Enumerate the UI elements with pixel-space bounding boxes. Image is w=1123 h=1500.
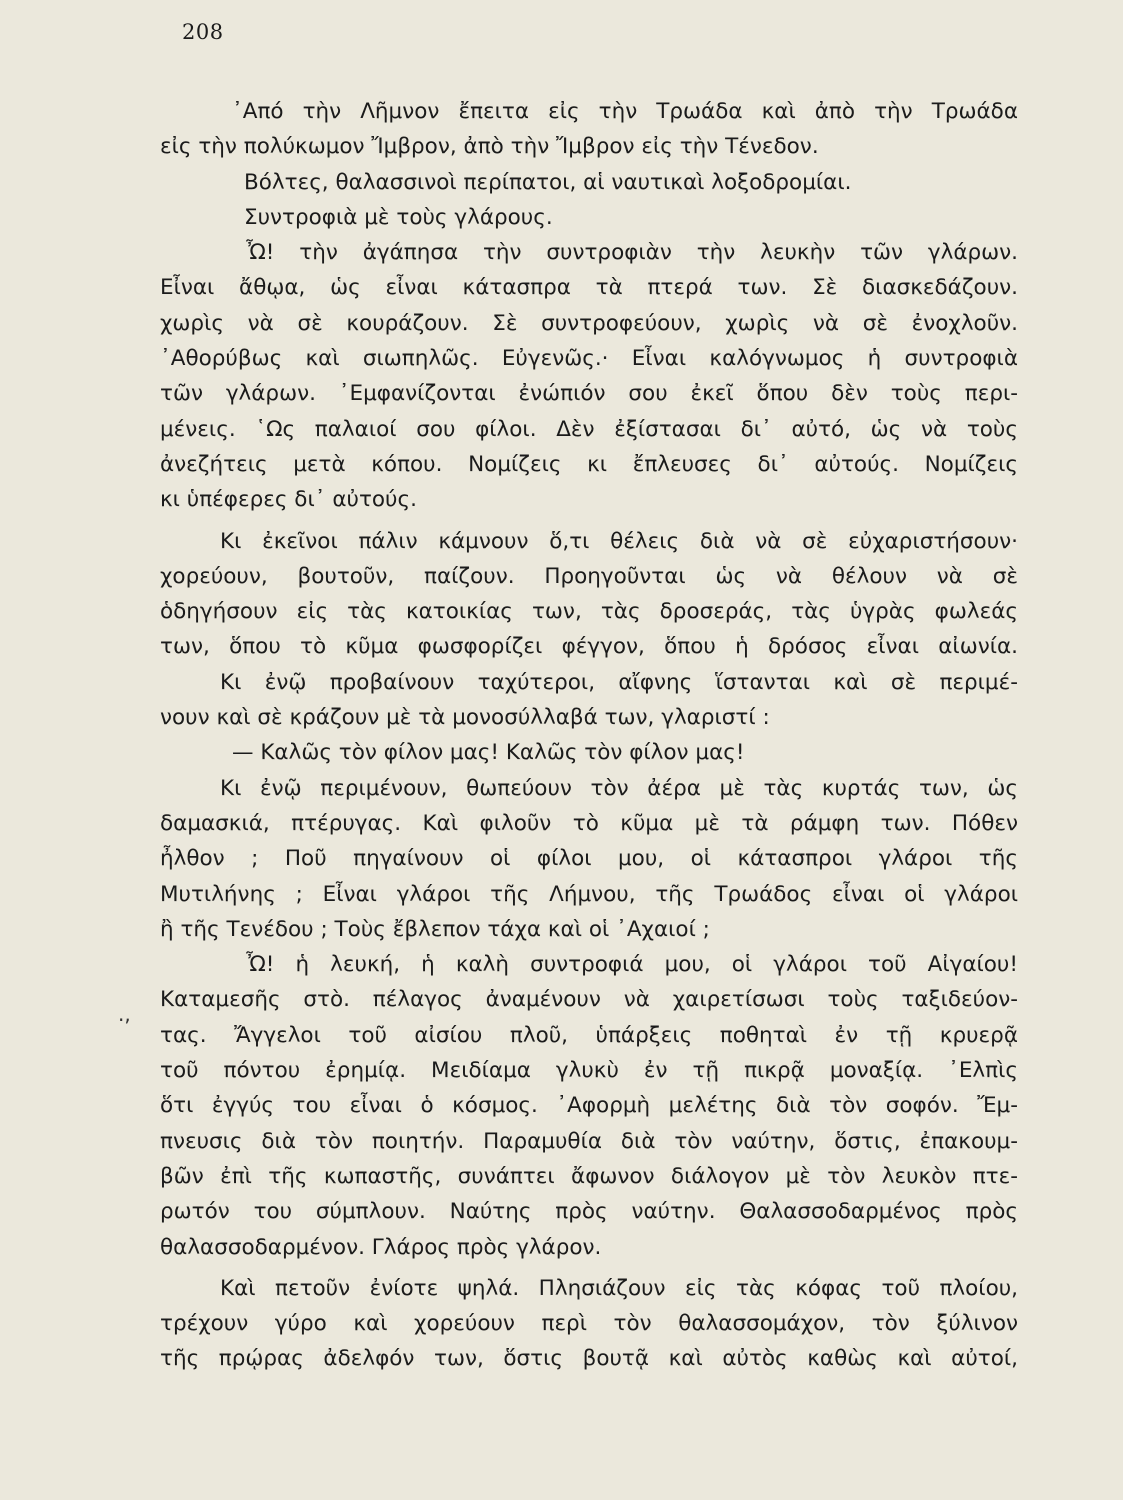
text-line: Κι ἐκεῖνοι πάλιν κάμνουν ὅ,τι θέλεις διὰ νὰ σὲ εὐχαριστήσουν· xyxy=(220,528,1018,554)
text-line: ἢ τῆς Τενέδου ; Τοὺς ἔβλεπον τάχα καὶ οἱ ᾿Αχαιοί ; xyxy=(160,916,710,942)
text-line: μένεις. ῾Ως παλαιοί σου φίλοι. Δὲν ἐξίστασαι δι᾿ αὐτό, ὡς νὰ τοὺς xyxy=(160,416,1018,442)
text-line: Ὦ! τὴν ἀγάπησα τὴν συντροφιὰν τὴν λευκὴν τῶν γλάρων. xyxy=(246,240,1018,266)
text-line: Καταμεσῆς στὸ. πέλαγος ἀναμένουν νὰ χαιρετίσωσι τοὺς ταξιδεύον- xyxy=(160,987,1018,1013)
text-line: Εἶναι ἄθῳα, ὡς εἶναι κάτασπρα τὰ πτερά των. Σὲ διασκεδάζουν. xyxy=(160,275,1018,301)
text-line: Συντροφιὰ μὲ τοὺς γλάρους. xyxy=(244,204,553,230)
text-line: Μυτιλήνης ; Εἶναι γλάροι τῆς Λήμνου, τῆς Τρωάδος εἶναι οἱ γλάροι xyxy=(160,881,1018,907)
text-line: νουν καὶ σὲ κράζουν μὲ τὰ μονοσύλλαβά των, γλαριστί : xyxy=(160,705,770,731)
text-line: ἀνεζήτεις μετὰ κόπου. Νομίζεις κι ἔπλευσες δι᾿ αὐτούς. Νομίζεις xyxy=(160,451,1018,477)
text-line: τῶν γλάρων. ᾿Εμφανίζονται ἐνώπιόν σου ἐκεῖ ὅπου δὲν τοὺς περι- xyxy=(160,381,1018,407)
text-line: βῶν ἐπὶ τῆς κωπαστῆς, συνάπτει ἄφωνον διάλογον μὲ τὸν λευκὸν πτε- xyxy=(160,1163,1018,1189)
text-line: Κι ἐνῷ περιμένουν, θωπεύουν τὸν ἀέρα μὲ τὰς κυρτάς των, ὡς xyxy=(220,775,1018,801)
text-line: Κι ἐνῷ προβαίνουν ταχύτεροι, αἴφνης ἵστανται καὶ σὲ περιμέ- xyxy=(220,669,1018,695)
text-line: ὅτι ἐγγύς του εἶναι ὁ κόσμος. ᾿Αφορμὴ μελέτης διὰ τὸν σοφόν. Ἔμ- xyxy=(160,1093,1018,1119)
text-line: ᾿Αθορύβως καὶ σιωπηλῶς. Εὐγενῶς.· Εἶναι καλόγνωμος ἡ συντροφιὰ xyxy=(160,346,1018,372)
text-line: ᾿Από τὴν Λῆμνον ἔπειτα εἰς τὴν Τρωάδα καὶ ἀπὸ τὴν Τρωάδα xyxy=(232,99,1018,124)
text-line: ρωτόν του σύμπλουν. Ναύτης πρὸς ναύτην. Θαλασσοδαρμένος πρὸς xyxy=(160,1199,1018,1225)
text-line: — Καλῶς τὸν φίλον μας! Καλῶς τὸν φίλον μας! xyxy=(232,740,745,766)
text-line: κι ὑπέφερες δι᾿ αὐτούς. xyxy=(160,487,417,513)
text-line: θαλασσοδαρμένον. Γλάρος πρὸς γλάρον. xyxy=(160,1234,602,1260)
margin-mark: ., xyxy=(118,1002,131,1026)
text-line: των, ὅπου τὸ κῦμα φωσφορίζει φέγγον, ὅπου ἡ δρόσος εἶναι αἰωνία. xyxy=(160,634,1018,660)
text-line: Ὦ! ἡ λευκή, ἡ καλὴ συντροφιά μου, οἱ γλάροι τοῦ Αἰγαίου! xyxy=(246,952,1018,978)
text-line: τῆς πρῴρας ἀδελφόν των, ὅστις βουτᾷ καὶ αὐτὸς καθὼς καὶ αὐτοί, xyxy=(160,1346,1018,1372)
text-line: πνευσις διὰ τὸν ποιητήν. Παραμυθία διὰ τὸν ναύτην, ὅστις, ἐπακουμ- xyxy=(160,1128,1018,1154)
text-line: Βόλτες, θαλασσινοὶ περίπατοι, αἱ ναυτικαὶ λοξοδρομίαι. xyxy=(244,169,852,195)
text-line: ὁδηγήσουν εἰς τὰς κατοικίας των, τὰς δροσεράς, τὰς ὑγρὰς φωλεάς xyxy=(160,599,1018,625)
text-line: τοῦ πόντου ἐρημίᾳ. Μειδίαμα γλυκὺ ἐν τῇ πικρᾷ μοναξίᾳ. ᾿Ελπὶς xyxy=(160,1058,1018,1084)
page-number: 208 xyxy=(182,20,224,44)
text-line: Καὶ πετοῦν ἐνίοτε ψηλά. Πλησιάζουν εἰς τὰς κόφας τοῦ πλοίου, xyxy=(220,1275,1018,1301)
text-line: χορεύουν, βουτοῦν, παίζουν. Προηγοῦνται ὡς νὰ θέλουν νὰ σὲ xyxy=(160,563,1018,589)
text-line: ἦλθον ; Ποῦ πηγαίνουν οἱ φίλοι μου, οἱ κάτασπροι γλάροι τῆς xyxy=(160,846,1018,872)
body-text xyxy=(160,94,1018,1377)
text-line: χωρὶς νὰ σὲ κουράζουν. Σὲ συντροφεύουν, χωρὶς νὰ σὲ ἐνοχλοῦν. xyxy=(160,310,1018,336)
text-line: δαμασκιά, πτέρυγας. Καὶ φιλοῦν τὸ κῦμα μὲ τὰ ράμφη των. Πόθεν xyxy=(160,810,1018,836)
text-line: τρέχουν γύρο καὶ χορεύουν περὶ τὸν θαλασσομάχον, τὸν ξύλινον xyxy=(160,1311,1018,1337)
text-line: εἰς τὴν πολύκωμον Ἴμβρον, ἀπὸ τὴν Ἴμβρον εἰς τὴν Τένεδον. xyxy=(160,134,819,160)
text-line: τας. Ἄγγελοι τοῦ αἰσίου πλοῦ, ὑπάρξεις ποθηταὶ ἐν τῇ κρυερᾷ xyxy=(160,1022,1018,1048)
